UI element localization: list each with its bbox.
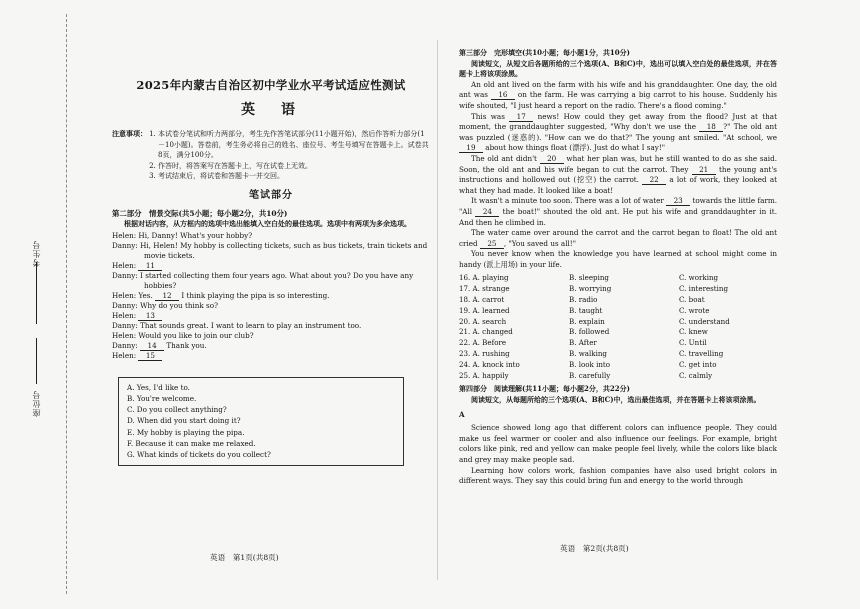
speaker-name: Helen: bbox=[112, 230, 137, 240]
section-title: 笔试部分 bbox=[249, 189, 293, 201]
dialogue-line bbox=[112, 341, 430, 351]
exam-notes bbox=[112, 129, 430, 182]
seat-number-blank bbox=[36, 338, 37, 384]
cloze-paragraph bbox=[459, 112, 777, 154]
cloze-paragraph bbox=[459, 80, 777, 112]
passage-text: It wasn't a minute too soon. There was a lot of water bbox=[471, 196, 667, 206]
choice-row bbox=[459, 371, 777, 382]
part-three-instructions: 阅读短文，从短文后各题所给的三个选项(A、B和C)中，选出可以填入空白处的最佳选项，并在答题卡上将该项涂黑。 bbox=[459, 58, 777, 79]
option-item: C. Do you collect anything? bbox=[127, 405, 227, 415]
answer-blank: 12 bbox=[155, 291, 179, 301]
dialogue bbox=[112, 231, 430, 361]
passage-label: A bbox=[459, 409, 465, 419]
cloze-paragraph bbox=[459, 154, 777, 196]
passage-text: ?" The old ant was puzzled (迷惑的). "How can we do that?" The young ant smiled. "At school, we bbox=[459, 122, 777, 142]
choice-option: 19. A. learned bbox=[459, 305, 510, 315]
choice-option: 18. A. carrot bbox=[459, 295, 505, 305]
choice-row bbox=[459, 317, 777, 328]
cloze-blank: 19 bbox=[459, 143, 483, 153]
choice-option: B. sleeping bbox=[569, 273, 609, 283]
dialogue-line bbox=[112, 321, 430, 331]
part-four-instructions: 阅读短文，从每题所给的三个选项(A、B和C)中，选出最佳选项，并在答题卡上将该项涂黑。 bbox=[471, 395, 761, 405]
choice-option: 20. A. search bbox=[459, 316, 507, 326]
option-item: A. Yes, I'd like to. bbox=[127, 382, 190, 392]
exam-number-label: 考生号 bbox=[32, 240, 41, 267]
passage-text: news! How could they get away from the flood? Just at that moment, the granddaughter suggested, "Why don't we use the bbox=[459, 111, 777, 132]
dialogue-text: Would you like to join our club? bbox=[138, 330, 254, 340]
seat-number-label: 座位号 bbox=[32, 390, 41, 417]
choice-option: C. boat bbox=[679, 295, 705, 305]
dialogue-line bbox=[112, 331, 430, 341]
page-two-footer: 英语 第2页(共8页) bbox=[560, 544, 629, 553]
option-item: G. What kinds of tickets do you collect? bbox=[127, 450, 271, 460]
dialogue-line bbox=[112, 301, 430, 311]
speaker-name: Danny: bbox=[112, 300, 138, 310]
part-four-title: 第四部分 阅读理解(共11小题；每小题2分，共22分) bbox=[459, 384, 630, 394]
speaker-name: Danny: bbox=[112, 340, 138, 350]
choice-option: B. taught bbox=[569, 305, 603, 315]
exam-title: 2025年内蒙古自治区初中学业水平考试适应性测试 bbox=[136, 78, 406, 92]
cloze-choices bbox=[459, 273, 777, 381]
dialogue-text: Hi, Danny! What's your hobby? bbox=[138, 230, 253, 240]
choice-option: 22. A. Before bbox=[459, 338, 507, 348]
speaker-name: Helen: bbox=[112, 350, 137, 360]
passage-text: This was bbox=[471, 111, 510, 121]
dialogue-text: Why do you think so? bbox=[140, 300, 218, 310]
part-two-title: 第二部分 情景交际(共5小题；每小题2分，共10分) bbox=[112, 208, 288, 218]
part-two-instructions: 根据对话内容，从方框内的选项中选出能填入空白处的最佳选项。选项中有两项为多余选项。 bbox=[124, 218, 411, 228]
subject-title: 英 语 bbox=[241, 102, 301, 118]
choice-option: C. get into bbox=[679, 359, 717, 369]
choice-option: 25. A. happily bbox=[459, 370, 509, 380]
notes-label: 注意事项： bbox=[112, 129, 147, 138]
cloze-paragraph bbox=[459, 249, 777, 270]
passage-text: , "You saved us all!" bbox=[503, 238, 576, 248]
choice-option: C. calmly bbox=[679, 370, 713, 380]
passage-text: An old ant lived on the farm with his wife and his granddaughter. One day, the old ant was bbox=[459, 79, 777, 100]
choice-option: B. worrying bbox=[569, 284, 612, 294]
choice-option: B. carefully bbox=[569, 370, 611, 380]
cloze-blank: 20 bbox=[540, 154, 564, 164]
passage-text: You never know when the knowledge you have learned at school might come in handy (派上用场) in your life. bbox=[459, 249, 777, 269]
cloze-blank: 16 bbox=[491, 90, 515, 100]
reading-paragraph: Science showed long ago that different colors can influence people. They could make us feel warmer or cooler and also influence our feelings. For example, bright colors like pink, red and yellow can make people feel lively, while the colors like black and grey may make people sad. bbox=[459, 423, 777, 464]
answer-blank: 11 bbox=[138, 261, 162, 271]
choice-option: B. look into bbox=[569, 359, 611, 369]
speaker-name: Helen: bbox=[112, 290, 137, 300]
dialogue-text: Thank you. bbox=[164, 340, 207, 350]
passage-text: a lot of work, they looked at what they had made. It looked like a boat! bbox=[459, 175, 777, 195]
speaker-name: Danny: bbox=[112, 270, 138, 280]
choice-option: B. After bbox=[569, 338, 597, 348]
note-item: 2. 作答时，将答案写在答题卡上，写在试卷上无效。 bbox=[158, 161, 430, 172]
dialogue-text: I started collecting them four years ago. What about you? Do you have any hobbies? bbox=[140, 270, 414, 290]
passage-text: the boat!" shouted the old ant. He put his wife and granddaughter in it. And then he climbed in. bbox=[459, 206, 777, 227]
choice-row bbox=[459, 273, 777, 284]
choice-option: C. Until bbox=[679, 338, 707, 348]
choice-option: C. interesting bbox=[679, 284, 729, 294]
options-box bbox=[118, 377, 404, 466]
choice-row bbox=[459, 360, 777, 371]
speaker-name: Helen: bbox=[112, 330, 137, 340]
choice-option: C. working bbox=[679, 273, 719, 283]
answer-blank: 14 bbox=[140, 341, 164, 351]
choice-row bbox=[459, 295, 777, 306]
passage-text: on the farm. He was carrying a big carrot to his house. Suddenly his wife shouted, "I just heard a report on the radio. There's a flood coming." bbox=[459, 90, 777, 110]
cloze-blank: 21 bbox=[692, 165, 716, 175]
passage-text: about how things float (漂浮). Just do what I say!" bbox=[483, 143, 666, 153]
part-three-title: 第三部分 完形填空(共10小题；每小题1分，共10分) bbox=[459, 48, 630, 57]
choice-row bbox=[459, 327, 777, 338]
speaker-name: Helen: bbox=[112, 260, 137, 270]
cloze-blank: 25 bbox=[480, 239, 504, 249]
dialogue-line bbox=[112, 241, 430, 261]
answer-blank: 15 bbox=[138, 351, 162, 361]
choice-option: C. travelling bbox=[679, 349, 724, 359]
option-item: F. Because it can make me relaxed. bbox=[127, 438, 256, 448]
choice-option: 21. A. changed bbox=[459, 327, 513, 337]
choice-row bbox=[459, 306, 777, 317]
cloze-blank: 23 bbox=[666, 196, 690, 206]
cloze-blank: 22 bbox=[642, 175, 666, 185]
choice-option: B. followed bbox=[569, 327, 610, 337]
choice-option: 23. A. rushing bbox=[459, 349, 510, 359]
binding-cut-line bbox=[66, 14, 67, 594]
choice-option: C. wrote bbox=[679, 305, 710, 315]
speaker-name: Danny: bbox=[112, 240, 138, 250]
page-two bbox=[459, 48, 777, 487]
page-one bbox=[112, 80, 430, 466]
reading-paragraph: Learning how colors work, fashion companies have also used bright colors in different ways. They say this could bring fun and energy to the world through bbox=[459, 465, 777, 486]
option-item: B. You're welcome. bbox=[127, 393, 197, 403]
choice-row bbox=[459, 284, 777, 295]
choice-option: B. radio bbox=[569, 295, 598, 305]
choice-option: C. knew bbox=[679, 327, 708, 337]
page-fold bbox=[437, 40, 438, 580]
dialogue-line bbox=[112, 351, 430, 361]
speaker-name: Helen: bbox=[112, 310, 137, 320]
choice-option: B. walking bbox=[569, 349, 607, 359]
choice-option: 24. A. knock into bbox=[459, 359, 520, 369]
cloze-paragraph bbox=[459, 196, 777, 228]
speaker-name: Danny: bbox=[112, 320, 138, 330]
passage-text: the young ant's instructions and hollowed out (挖空) the carrot. bbox=[459, 164, 777, 185]
choice-option: B. explain bbox=[569, 316, 605, 326]
choice-option: C. understand bbox=[679, 316, 730, 326]
reading-passage bbox=[459, 423, 777, 487]
passage-text: The water came over around the carrot and the carrot began to float! The old ant cried bbox=[459, 228, 777, 248]
cloze-blank: 24 bbox=[475, 207, 499, 217]
dialogue-line bbox=[112, 261, 430, 271]
dialogue-text: I think playing the pipa is so interesting. bbox=[179, 290, 330, 300]
note-item: 3. 考试结束后，将试卷和答题卡一并交回。 bbox=[158, 171, 430, 182]
dialogue-text: That sounds great. I want to learn to play an instrument too. bbox=[140, 320, 362, 330]
cloze-passage bbox=[459, 80, 777, 271]
exam-number-blank bbox=[36, 262, 37, 324]
cloze-blank: 17 bbox=[509, 112, 533, 122]
cloze-blank: 18 bbox=[699, 122, 723, 132]
passage-text: towards the little farm. "All bbox=[459, 196, 777, 216]
cloze-paragraph bbox=[459, 228, 777, 249]
dialogue-line bbox=[112, 271, 430, 291]
note-item: 1. 本试卷分笔试和听力两部分，考生先作答笔试部分(11小题开始)，然后作答听力部分(1－10小题)。答卷前，考生务必将自己的姓名、座位号、考生号填写在答题卡上。试卷共8页，满分100分。 bbox=[158, 129, 430, 161]
passage-text: what her plan was, but he still wanted to do as she said. Soon, the old ant and his wife began to cut the carrot. They bbox=[459, 153, 777, 174]
dialogue-line bbox=[112, 311, 430, 321]
choice-option: 17. A. strange bbox=[459, 284, 510, 294]
binding-margin bbox=[0, 0, 96, 609]
dialogue-text: Hi, Helen! My hobby is collecting tickets, such as bus tickets, train tickets and movie tickets. bbox=[140, 240, 428, 260]
option-item: E. My hobby is playing the pipa. bbox=[127, 427, 245, 437]
dialogue-text: Yes. bbox=[138, 290, 156, 300]
choice-option: 16. A. playing bbox=[459, 273, 509, 283]
choice-row bbox=[459, 338, 777, 349]
option-item: D. When did you start doing it? bbox=[127, 416, 241, 426]
answer-blank: 13 bbox=[138, 311, 162, 321]
passage-text: The old ant didn't bbox=[471, 153, 540, 163]
dialogue-line bbox=[112, 231, 430, 241]
page-one-footer: 英语 第1页(共8页) bbox=[210, 553, 279, 562]
choice-row bbox=[459, 349, 777, 360]
dialogue-line bbox=[112, 291, 430, 301]
